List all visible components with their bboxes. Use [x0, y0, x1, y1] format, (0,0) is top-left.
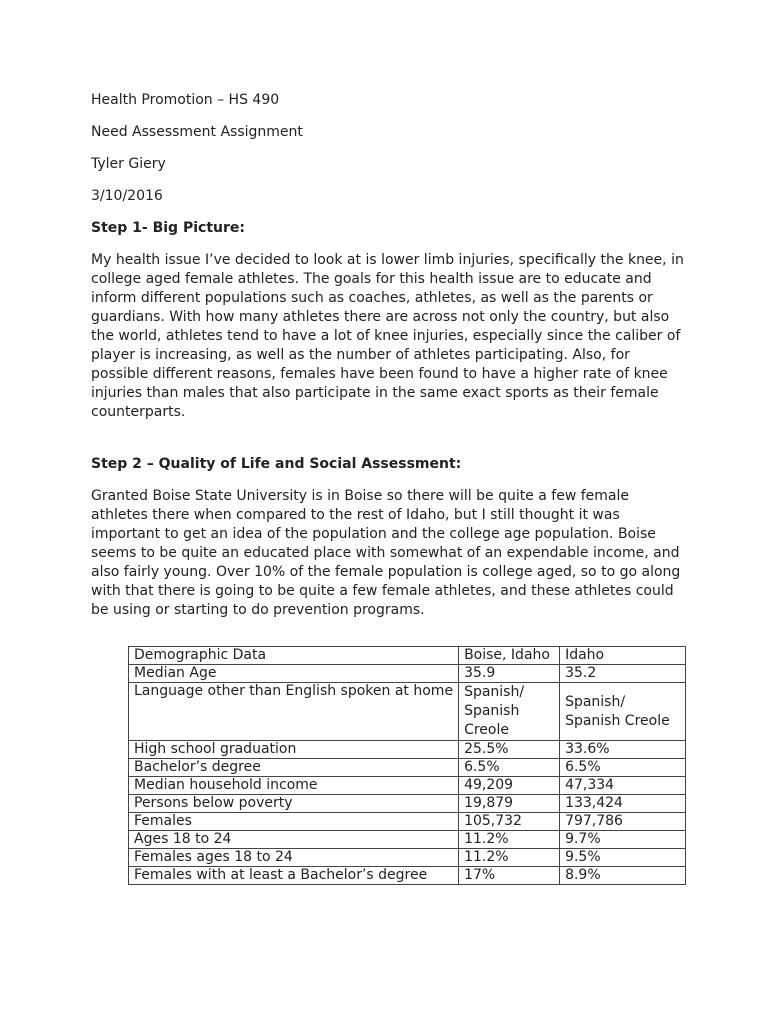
table-cell: Females	[129, 813, 459, 831]
table-cell: Females ages 18 to 24	[129, 849, 459, 867]
table-cell: High school graduation	[129, 741, 459, 759]
table-cell: 33.6%	[560, 741, 686, 759]
table-cell: 9.7%	[560, 831, 686, 849]
table-cell: 8.9%	[560, 867, 686, 885]
table-row	[129, 683, 686, 741]
table-cell: Persons below poverty	[129, 795, 459, 813]
table-cell: Bachelor’s degree	[129, 759, 459, 777]
step1-heading: Step 1- Big Picture:	[91, 220, 245, 236]
table-row	[129, 813, 686, 831]
table-cell: Median Age	[129, 665, 459, 683]
table-cell: 6.5%	[560, 759, 686, 777]
step2-heading: Step 2 – Quality of Life and Social Assessment:	[91, 456, 462, 472]
table-row	[129, 831, 686, 849]
table-header-cell: Idaho	[560, 647, 686, 665]
table-cell: 47,334	[560, 777, 686, 795]
demographic-table	[128, 646, 686, 885]
table-cell: Median household income	[129, 777, 459, 795]
table-cell: Spanish/ Spanish Creole	[560, 683, 686, 741]
table-cell: Spanish/ Spanish Creole	[459, 683, 560, 741]
step2-paragraph: Granted Boise State University is in Boise so there will be quite a few female athletes there when compared to the rest of Idaho, but I still thought it was important to get an idea of the population and the college age population. Boise seems to be quite an educated place with somewhat of an expendable income, and also fairly young. Over 10% of the female population is college aged, so to go along with that there is going to be quite a few female athletes, and these athletes could be using or starting to do prevention programs.	[91, 488, 681, 618]
table-cell: 25.5%	[459, 741, 560, 759]
table-cell: Language other than English spoken at home	[129, 683, 459, 741]
table-cell: 35.2	[560, 665, 686, 683]
table-header-cell: Demographic Data	[129, 647, 459, 665]
table-cell: 9.5%	[560, 849, 686, 867]
table-cell: 17%	[459, 867, 560, 885]
table-cell: 105,732	[459, 813, 560, 831]
table-row	[129, 867, 686, 885]
assignment-title: Need Assessment Assignment	[91, 124, 303, 140]
table-row	[129, 741, 686, 759]
table-cell: 11.2%	[459, 849, 560, 867]
table-cell: 35.9	[459, 665, 560, 683]
table-cell: Females with at least a Bachelor’s degree	[129, 867, 459, 885]
document-date: 3/10/2016	[91, 188, 163, 204]
table-cell: 133,424	[560, 795, 686, 813]
table-cell: 6.5%	[459, 759, 560, 777]
table-row	[129, 759, 686, 777]
table-row	[129, 777, 686, 795]
table-cell: 49,209	[459, 777, 560, 795]
table-cell: 19,879	[459, 795, 560, 813]
table-row	[129, 849, 686, 867]
table-row	[129, 665, 686, 683]
author-name: Tyler Giery	[91, 156, 166, 172]
table-cell: Ages 18 to 24	[129, 831, 459, 849]
table-cell: 11.2%	[459, 831, 560, 849]
table-cell: 797,786	[560, 813, 686, 831]
document-page	[91, 91, 691, 620]
course-title: Health Promotion – HS 490	[91, 92, 280, 108]
table-header-row	[129, 647, 686, 665]
table-row	[129, 795, 686, 813]
step1-paragraph: My health issue I’ve decided to look at is lower limb injuries, specifically the knee, in college aged female athletes. The goals for this health issue are to educate and inform different populations such as coaches, athletes, as well as the parents or guardians. With how many athletes there are across not only the country, but also the world, athletes tend to have a lot of knee injuries, especially since the caliber of player is increasing, as well as the number of athletes participating. Also, for possible different reasons, females have been found to have a higher rate of knee injuries than males that also participate in the same exact sports as their female counterparts.	[91, 252, 684, 420]
table-header-cell: Boise, Idaho	[459, 647, 560, 665]
